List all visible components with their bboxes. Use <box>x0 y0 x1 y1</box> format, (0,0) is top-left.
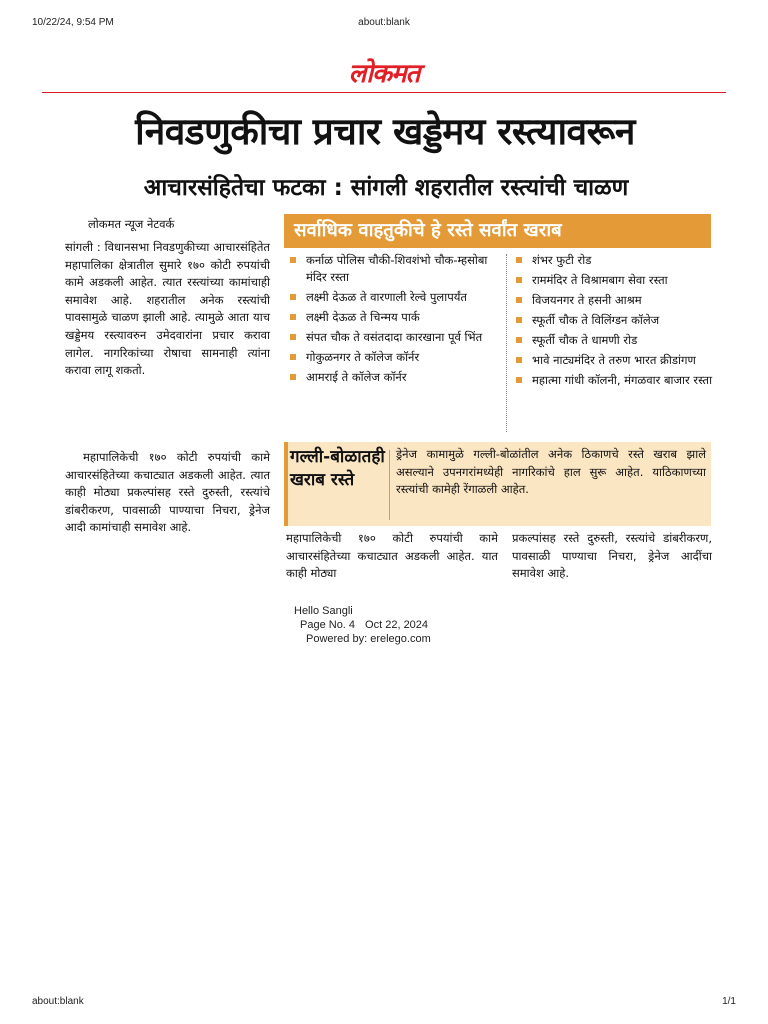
side-box-text: ड्रेनेज कामामुळे गल्ली-बोळांतील अनेक ठिकाणचे रस्ते खराब झाले असल्याने उपनगरांमध्येही नागरिकांचे हाल सुरू आहेत. याठिकाणच्या रस्त्यांची कामेही रेंगाळली आहेत. <box>396 447 706 496</box>
article-subheadline: आचारसंहितेचा फटका : सांगली शहरातील रस्त्यांची चाळण <box>143 175 629 201</box>
left-paragraph-2: महापालिकेची १७० कोटी रुपयांची कामे आचारसंहितेच्या कचाट्यात अडकली आहेत. त्यात काही मोठ्या प्रकल्पांसह रस्ते दुरुस्ती, रस्त्यांचे डांबरीकरण, पावसाळी पाण्याचा निचरा, ड्रेनेज आदी कामांचाही समावेश आहे. <box>65 450 270 535</box>
bullet-icon <box>516 377 522 383</box>
list-item: स्फूर्ती चौक ते धामणी रोड <box>512 332 718 349</box>
bullet-icon <box>516 257 522 263</box>
edition-info <box>290 604 431 646</box>
list-item: राममंदिर ते विश्रामबाग सेवा रस्ता <box>512 272 718 289</box>
print-footer-url: about:blank <box>32 996 84 1007</box>
bullet-icon <box>516 317 522 323</box>
list-item: लक्ष्मी देऊळ ते वारणाली रेल्वे पुलापर्यंत <box>286 289 504 306</box>
byline: लोकमत न्यूज नेटवर्क <box>88 217 175 231</box>
edition-page: Page No. 4 <box>300 619 356 631</box>
list-item: शंभर फुटी रोड <box>512 252 718 269</box>
bullet-icon <box>516 277 522 283</box>
print-page-title: about:blank <box>358 17 410 28</box>
list-item: आमराई ते कॉलेज कॉर्नर <box>286 369 504 386</box>
side-box-divider <box>389 450 390 520</box>
list-divider <box>506 254 507 432</box>
list-item: कर्नाळ पोलिस चौकी-शिवशंभो चौक-म्हसोबा मंदिर रस्ता <box>286 252 504 286</box>
list-item: संपत चौक ते वसंतदादा कारखाना पूर्व भिंत <box>286 329 504 346</box>
roads-banner: सर्वाधिक वाहतुकीचे हे रस्ते सर्वांत खराब <box>284 214 711 248</box>
article-headline: निवडणुकीचा प्रचार खड्डेमय रस्त्यावरून <box>135 110 635 153</box>
edition-page-date <box>290 618 431 632</box>
edition-date: Oct 22, 2024 <box>365 619 429 631</box>
bullet-icon <box>290 314 296 320</box>
roads-list-left <box>286 252 504 389</box>
masthead-rule <box>42 92 726 93</box>
middle-paragraph-1: महापालिकेची १७० कोटी रुपयांची कामे आचारसंहितेच्या कचाट्यात अडकली आहेत. यात काही मोठ्या <box>286 531 498 581</box>
list-item: लक्ष्मी देऊळ ते चिन्मय पार्क <box>286 309 504 326</box>
bullet-icon <box>290 294 296 300</box>
bullet-icon <box>516 337 522 343</box>
bullet-icon <box>290 257 296 263</box>
edition-powered: Powered by: erelego.com <box>306 633 431 645</box>
bullet-icon <box>290 334 296 340</box>
left-paragraph-1: सांगली : विधानसभा निवडणुकीच्या आचारसंहितेत महापालिका क्षेत्रातील सुमारे १७० कोटी रुपयांची कामे अडकली आहेत. त्यात रस्त्यांच्या कामांचाही समावेश आहे. शहरातील अनेक रस्त्यांची पावसामुळे चाळण झाली आहे. त्यामुळे आता याच खड्डेमय रस्त्यावरुन उमेदवारांना प्रचार करावा लागेल. नागरिकांच्या रोषाचा सामनाही त्यांना करावा लागू शकतो. <box>65 240 270 378</box>
list-item: विजयनगर ते हसनी आश्रम <box>512 292 718 309</box>
bullet-icon <box>290 354 296 360</box>
side-box-title: गल्ली-बोळातही खराब रस्ते <box>290 447 385 490</box>
list-item: महात्मा गांधी कॉलनी, मंगळवार बाजार रस्ता <box>512 372 718 389</box>
list-item: भावे नाट्यमंदिर ते तरुण भारत क्रीडांगण <box>512 352 718 369</box>
edition-name: Hello Sangli <box>294 605 353 617</box>
print-datetime: 10/22/24, 9:54 PM <box>32 17 114 28</box>
middle-paragraph-2: प्रकल्पांसह रस्ते दुरुस्ती, रस्त्यांचे डांबरीकरण, पावसाळी पाण्याचा निचरा, ड्रेनेज आदींचा समावेश आहे. <box>512 531 712 581</box>
bullet-icon <box>516 297 522 303</box>
roads-list-right <box>512 252 718 392</box>
bullet-icon <box>290 374 296 380</box>
bullet-icon <box>516 357 522 363</box>
list-item: गोकुळनगर ते कॉलेज कॉर्नर <box>286 349 504 366</box>
list-item: स्फूर्ती चौक ते विलिंग्डन कॉलेज <box>512 312 718 329</box>
lokmat-logo: लोकमत <box>348 59 420 89</box>
print-page-count: 1/1 <box>722 996 736 1007</box>
